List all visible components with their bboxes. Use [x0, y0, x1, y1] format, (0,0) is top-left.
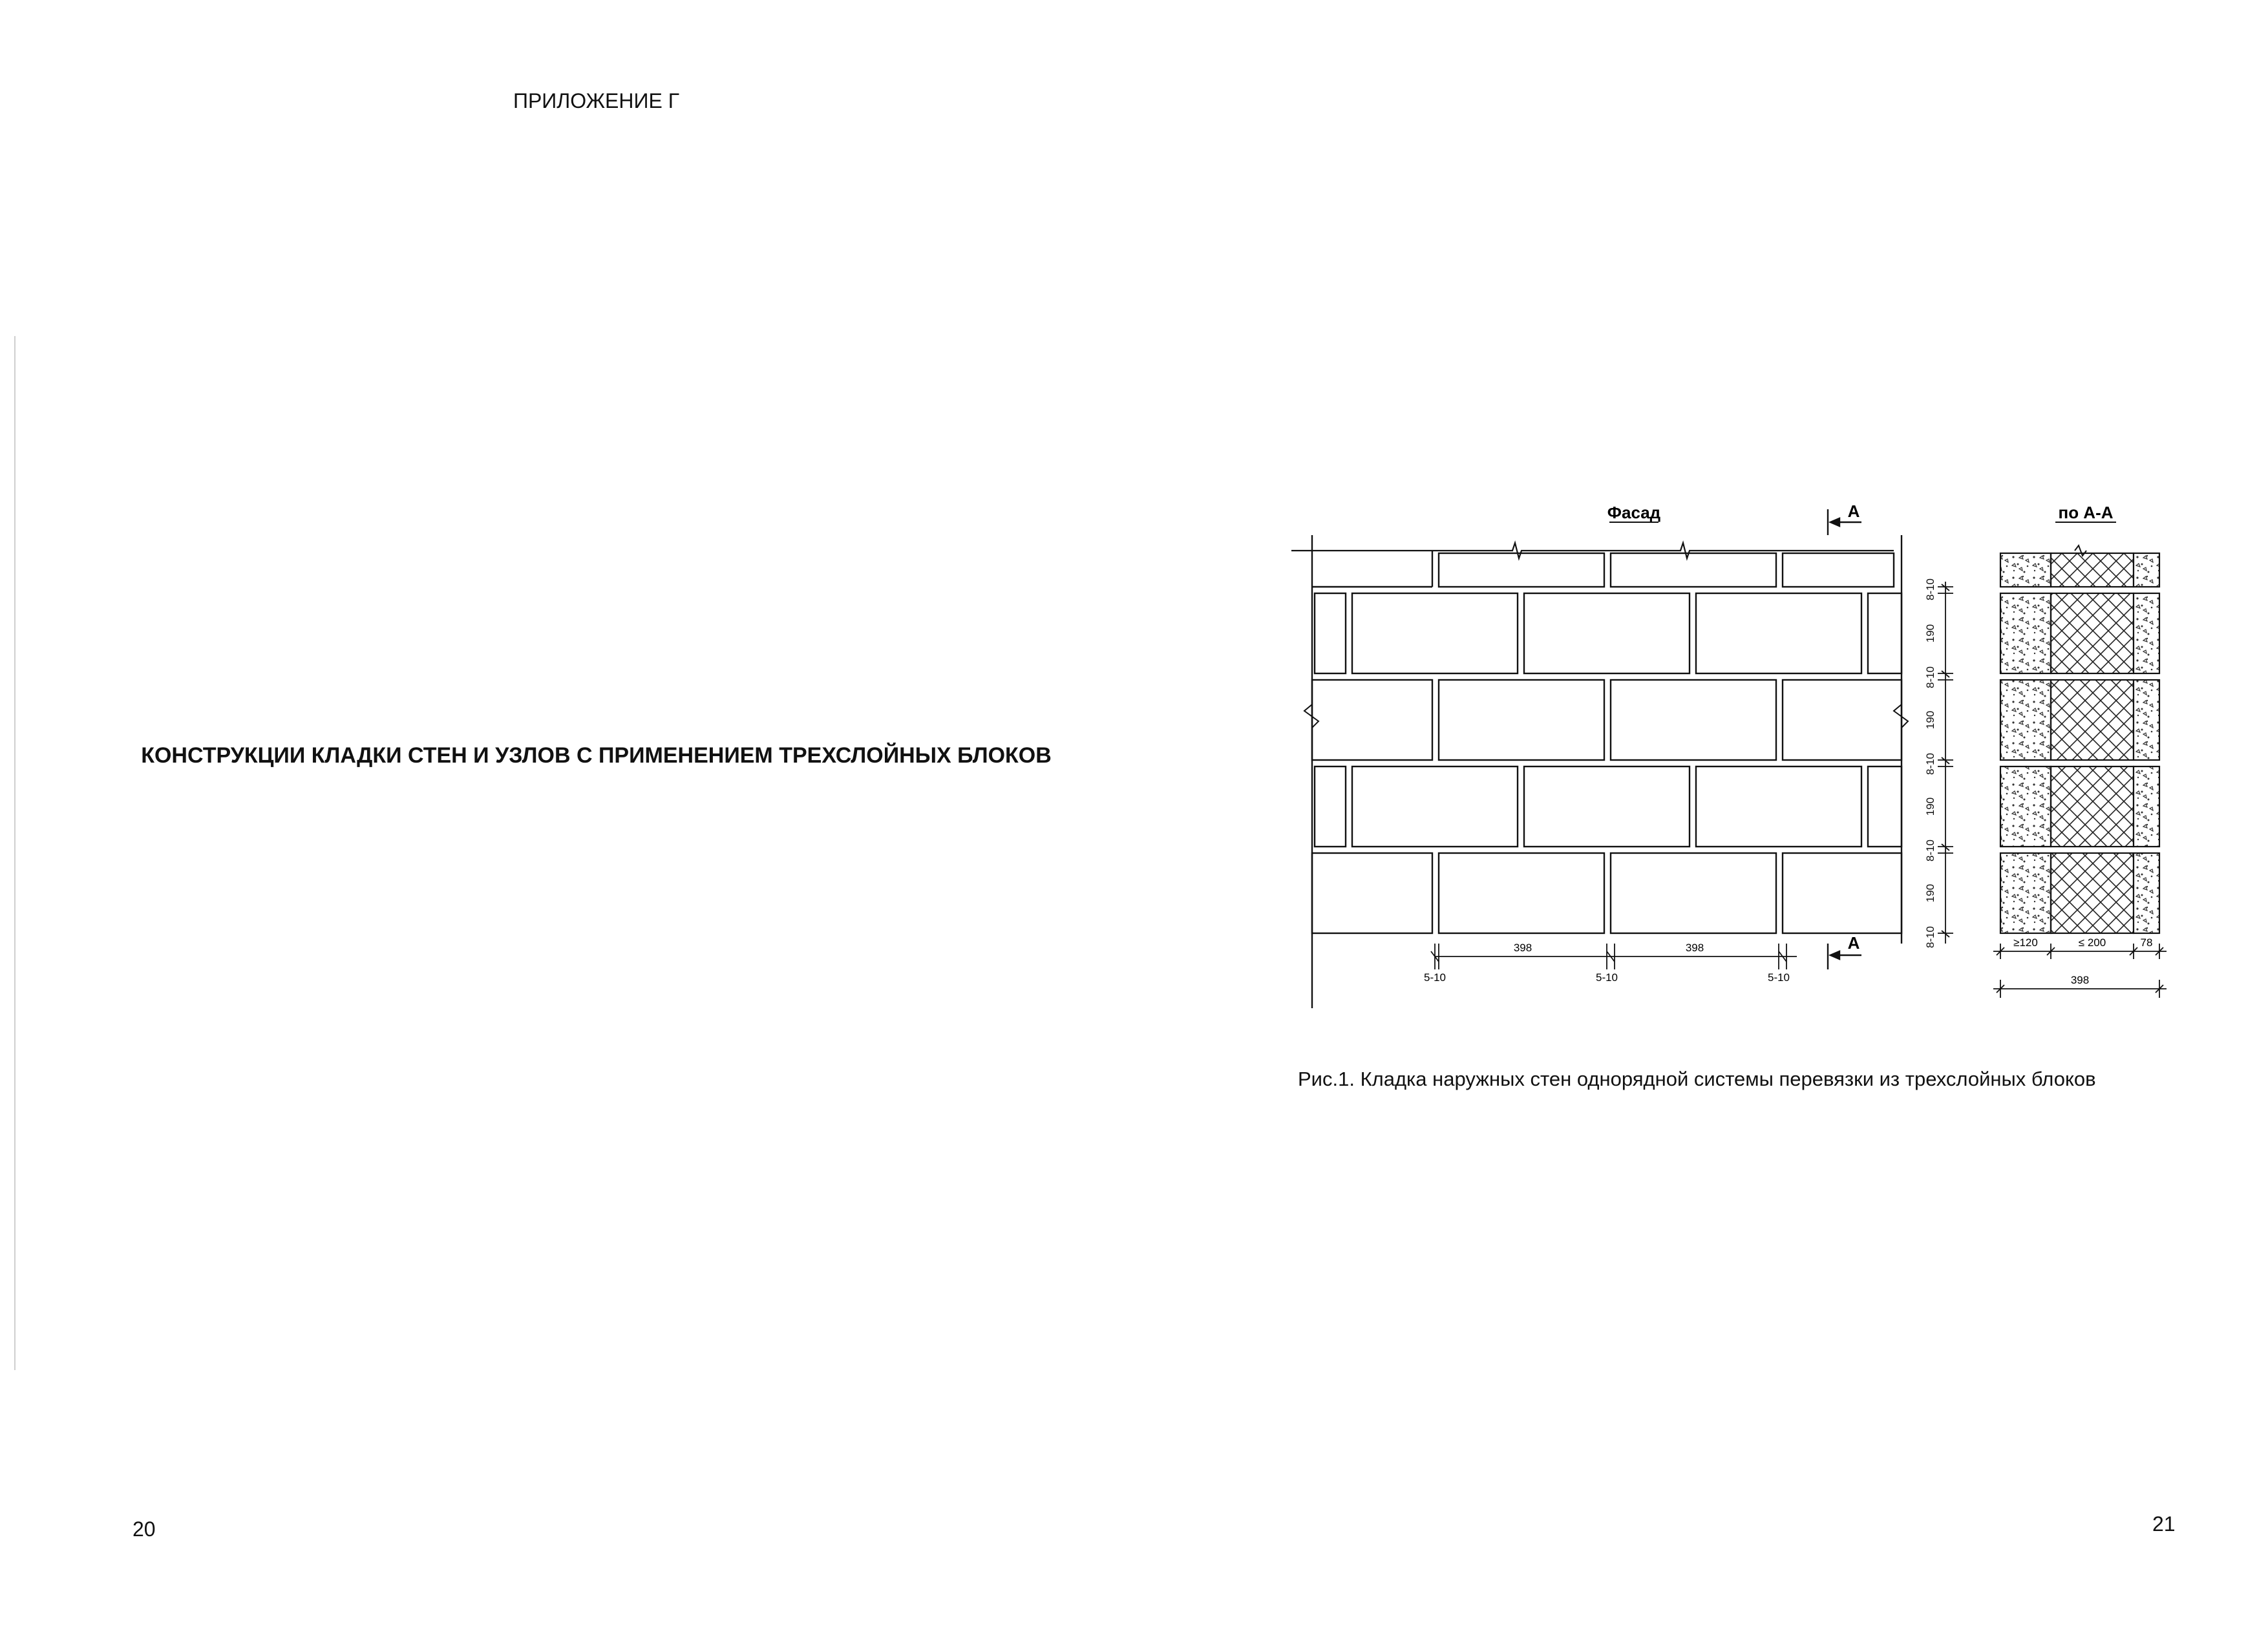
- cut-mark-label-top: А: [1847, 502, 1860, 521]
- dim-block-height-4: 190: [1924, 883, 1936, 903]
- appendix-label: ПРИЛОЖЕНИЕ Г: [513, 89, 680, 112]
- vertical-dimension-chain: [1938, 582, 1953, 944]
- section-block-top: [2000, 553, 2159, 587]
- page-number-right: 21: [2152, 1512, 2176, 1536]
- section-block-1: [2000, 593, 2159, 673]
- dim-head-joint-3: 5-10: [1767, 971, 1790, 984]
- dim-bed-joint-5: 8-10: [1924, 925, 1936, 949]
- dim-bed-joint-4: 8-10: [1924, 839, 1936, 862]
- dim-bed-joint-1: 8-10: [1924, 578, 1936, 601]
- dim-block-height-2: 190: [1924, 710, 1936, 730]
- dim-block-length-1: 398: [1513, 942, 1532, 954]
- dim-layer-insulation: ≤ 200: [2078, 936, 2106, 949]
- dim-head-joint-1: 5-10: [1423, 971, 1447, 984]
- section-title: КОНСТРУКЦИИ КЛАДКИ СТЕН И УЗЛОВ С ПРИМЕНЕНИЕМ ТРЕХСЛОЙНЫХ БЛОКОВ: [141, 743, 1052, 768]
- scan-edge-line: [14, 336, 16, 1370]
- dim-block-height-1: 190: [1924, 624, 1936, 643]
- facade-label: Фасад: [1607, 503, 1661, 522]
- dim-head-joint-2: 5-10: [1595, 971, 1618, 984]
- section-view: [2000, 545, 2159, 933]
- dim-block-height-3: 190: [1924, 797, 1936, 816]
- dim-layer-outer: ≥120: [2013, 936, 2038, 949]
- section-block-2: [2000, 680, 2159, 760]
- dim-bed-joint-2: 8-10: [1924, 666, 1936, 689]
- cut-mark-label-bottom: А: [1847, 933, 1860, 953]
- dim-block-length-2: 398: [1685, 942, 1704, 954]
- dim-total-width: 398: [2070, 974, 2090, 986]
- page-number-left: 20: [132, 1517, 156, 1541]
- section-block-4: [2000, 853, 2159, 933]
- section-label: по А-А: [2058, 503, 2114, 522]
- dim-bed-joint-3: 8-10: [1924, 752, 1936, 776]
- figure-caption: Рис.1. Кладка наружных стен однорядной системы перевязки из трехслойных блоков: [1298, 1068, 2096, 1090]
- dim-layer-inner: 78: [2140, 936, 2153, 949]
- masonry-drawing: [1286, 491, 2185, 1008]
- section-dimension-lines: [1993, 944, 2167, 998]
- facade-view: [1291, 535, 1908, 1008]
- section-block-3: [2000, 766, 2159, 847]
